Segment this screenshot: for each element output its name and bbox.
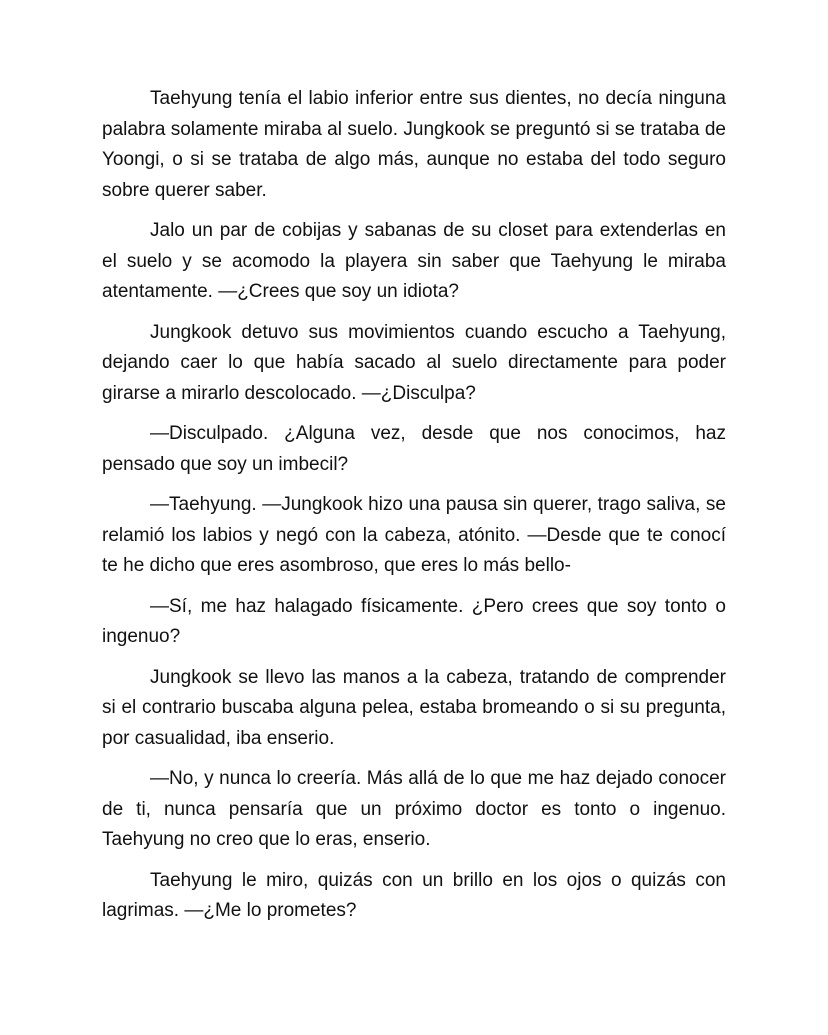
paragraph: Jalo un par de cobijas y sabanas de su closet para extenderlas en el suelo y se acomodo la playera sin saber que Taehyung le miraba atentamente. —¿Crees que soy un idiota?	[102, 220, 726, 302]
paragraph: Jungkook se llevo las manos a la cabeza, tratando de comprender si el contrario buscaba alguna pelea, estaba bromeando o si su pregunta, por casualidad, iba enserio.	[102, 666, 726, 749]
paragraph: Taehyung le miro, quizás con un brillo en los ojos o quizás con lagrimas. —¿Me lo prometes?	[102, 869, 726, 921]
paragraph: —Taehyung. —Jungkook hizo una pausa sin querer, trago saliva, se relamió los labios y negó con la cabeza, atónito. —Desde que te conocí te he dicho que eres asombroso, que eres lo más bello-	[102, 494, 726, 576]
paragraph: —No, y nunca lo creería. Más allá de lo que me haz dejado conocer de ti, nunca pensaría que un próximo doctor es tonto o ingenuo. Taehyung no creo que lo eras, enserio.	[102, 768, 726, 850]
paragraph: Jungkook detuvo sus movimientos cuando escucho a Taehyung, dejando caer lo que había sacado al suelo directamente para poder girarse a mirarlo descolocado. —¿Disculpa?	[102, 321, 726, 404]
paragraph: —Disculpado. ¿Alguna vez, desde que nos conocimos, haz pensado que soy un imbecil?	[102, 423, 726, 475]
paragraph: —Sí, me haz halagado físicamente. ¿Pero crees que soy tonto o ingenuo?	[102, 595, 726, 647]
document-page	[102, 84, 726, 937]
paragraph: Taehyung tenía el labio inferior entre sus dientes, no decía ninguna palabra solamente miraba al suelo. Jungkook se preguntó si se trataba de Yoongi, o si se trataba de algo más, aunque no estaba del todo seguro sobre querer saber.	[102, 88, 726, 201]
